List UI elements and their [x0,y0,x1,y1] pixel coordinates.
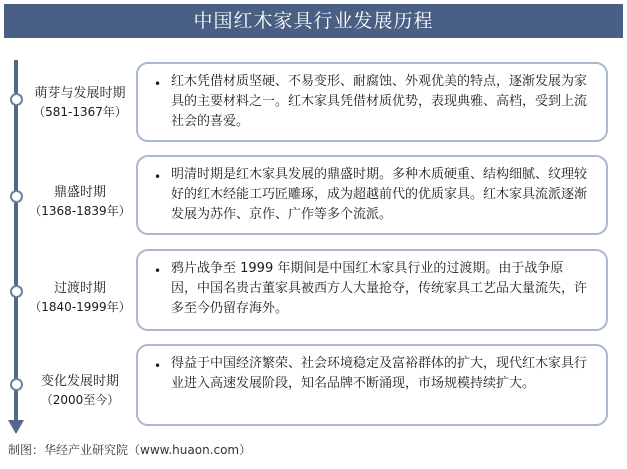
stage-2-description: 明清时期是红木家具发展的鼎盛时期。多种木质硬重、结构细腻、纹理较好的红木经能工巧匠雕琢，成为超越前代的优质家具。红木家具流派逐渐发展为苏作、京作、广作等多个流派。 [171,167,588,222]
stage-3-description: 鸦片战争至 1999 年期间是中国红木家具行业的过渡期。由于战争原因，中国名贵古董家具被西方人大量抢夺，传统家具工艺品大量流失，许多至今仍留存海外。 [171,261,588,316]
stage-4-description: 得益于中国经济繁荣、社会环境稳定及富裕群体的扩大，现代红木家具行业进入高速发展阶段，知名品牌不断涌现，市场规模持续扩大。 [171,356,588,391]
stage-4-name: 变化发展时期 [40,374,119,389]
page-title: 中国红木家具行业发展历程 [4,4,623,38]
stage-4-years: （2000至今） [40,393,120,407]
stage-4-card [136,344,608,426]
stage-3-period [26,279,134,317]
stage-1-years: （581-1367年） [33,105,127,119]
stage-1-description: 红木凭借材质坚硬、不易变形、耐腐蚀、外观优美的特点，逐渐发展为家具的主要材料之一。红木家具凭借材质优势，表现典雅、高档，受到上流社会的喜爱。 [171,74,588,129]
timeline-node-2 [10,190,23,203]
stage-1-name: 萌芽与发展时期 [34,86,126,101]
timeline-arrow-icon [8,420,24,434]
stage-4-period [26,372,134,410]
bullet-icon: • [154,264,162,278]
stage-3-name: 过渡时期 [53,281,106,296]
stage-2-period [26,183,134,221]
timeline-line [14,60,18,422]
bullet-icon: • [154,77,162,91]
bullet-icon: • [154,170,162,184]
bullet-icon: • [154,359,162,373]
timeline-node-4 [10,378,23,391]
stage-2-name: 鼎盛时期 [53,185,106,200]
timeline-node-3 [10,285,23,298]
stage-1-card [136,62,608,142]
source-footer: 制图：华经产业研究院（www.huaon.com） [8,443,252,457]
stage-1-period [26,84,134,122]
stage-3-years: （1840-1999年） [29,300,131,314]
stage-3-card [136,249,608,331]
timeline-node-1 [10,93,23,106]
stage-2-card [136,155,608,235]
stage-2-years: （1368-1839年） [29,204,131,218]
